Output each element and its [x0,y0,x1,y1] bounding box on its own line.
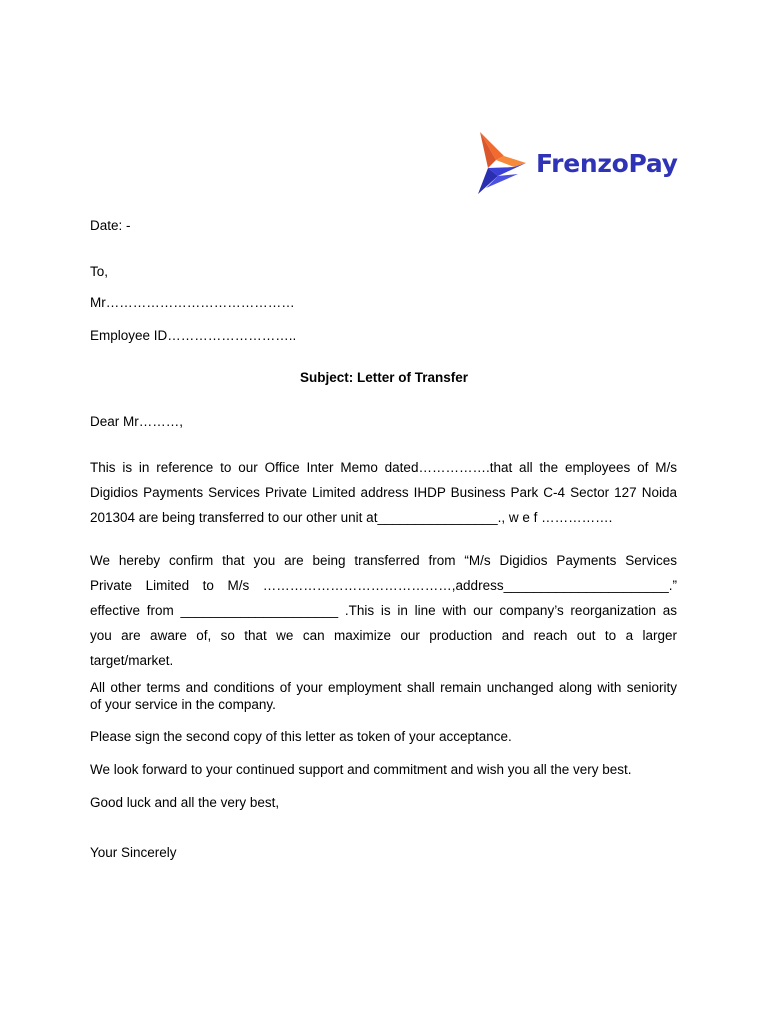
date-line: Date: - [90,218,131,233]
paragraph-line: Digidios Payments Services Private Limited address IHDP Business Park C-4 Sector 127 Noida [90,485,677,500]
paragraph-line: Private Limited to M/s ……………………………………,address______________________.” [90,578,677,593]
to-line: To, [90,264,109,279]
paragraph-line: This is in reference to our Office Inter Memo dated…………….that all the employees of M/s [90,460,677,475]
frenzopay-logo-icon [474,130,530,196]
paragraph-terms [90,680,677,713]
paragraph-line: you are aware of, so that we can maximize our production and reach out to a larger [90,628,677,643]
paragraph-line: All other terms and conditions of your employment shall remain unchanged along with seniority [90,680,677,695]
paragraph-confirmation [90,548,677,673]
paragraph-reference [90,455,677,530]
good-luck-line: Good luck and all the very best, [90,795,280,810]
paragraph-line: target/market. [90,653,174,668]
paragraph-line: Please sign the second copy of this letter as token of your acceptance. [90,729,512,744]
paragraph-line: 201304 are being transferred to our other unit at________________., w e f ……………. [90,510,613,525]
paragraph-line: We hereby confirm that you are being transferred from “M/s Digidios Payments Services [90,553,677,568]
paragraph-line: of your service in the company. [90,696,276,712]
frenzopay-logo [474,128,680,198]
paragraph-sign-request [90,729,677,746]
salutation: Dear Mr………, [90,414,184,429]
recipient-name-line: Mr…………………………………… [90,295,295,310]
subject-heading: Subject: Letter of Transfer [299,370,469,385]
paragraph-line: effective from _____________________ .This is in line with our company’s reorganization as [90,603,677,618]
employee-id-line: Employee ID……………………….. [90,328,297,343]
brand-name: FrenzoPay [536,148,678,178]
closing-line: Your Sincerely [90,845,177,860]
paragraph-support [90,762,677,779]
paragraph-line: We look forward to your continued support and commitment and wish you all the very best. [90,762,632,777]
